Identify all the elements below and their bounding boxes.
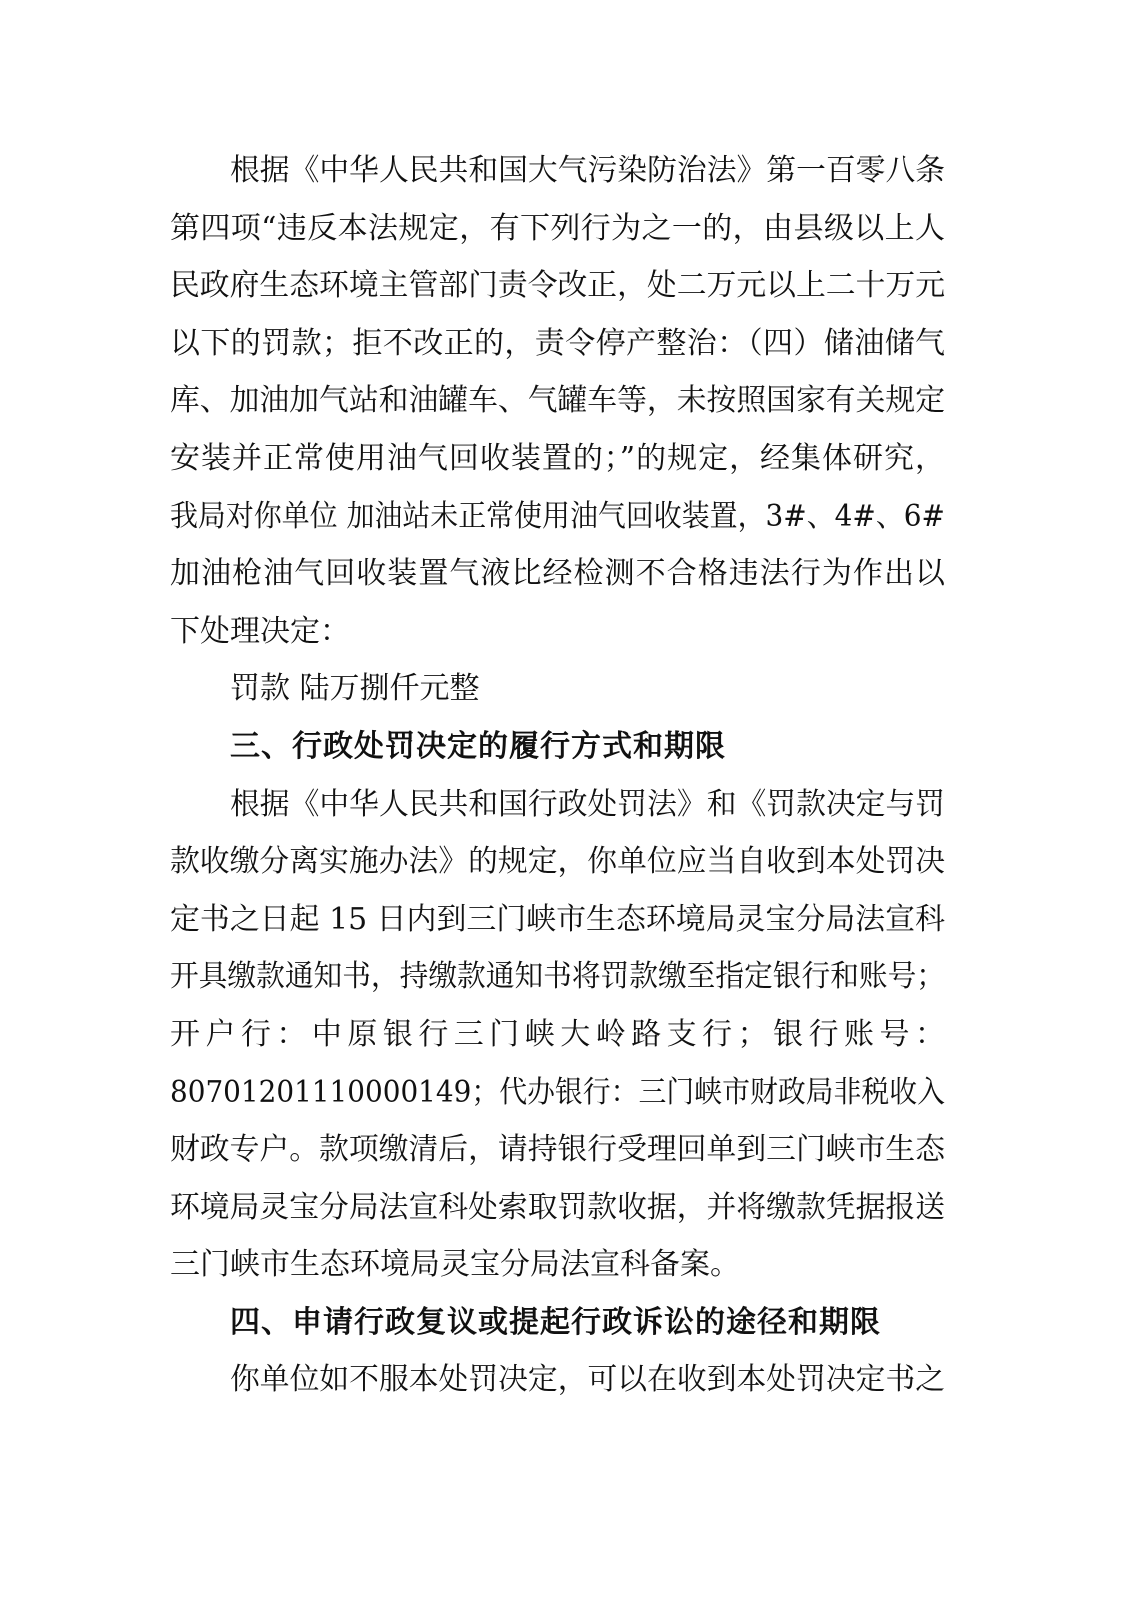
line-text: 下处理决定：: [170, 613, 350, 649]
section-heading-text: 三、行政处罚决定的履行方式和期限: [230, 728, 726, 764]
line-text: 80701201110000149；代办银行：三门峡市财政局非税收入: [170, 1074, 945, 1110]
text-line: [170, 315, 945, 373]
text-line: [170, 1121, 945, 1179]
paragraph-appeal: [170, 1351, 945, 1409]
line-text: 库、加油加气站和油罐车、气罐车等，未按照国家有关规定: [170, 383, 946, 419]
text-line: [170, 1236, 945, 1294]
paragraph-legal-basis: [170, 142, 945, 660]
text-line: [170, 1006, 951, 1064]
line-text: 开具缴款通知书，持缴款通知书将罚款缴至指定银行和账号；: [170, 959, 946, 995]
line-text: 我局对你单位 加油站未正常使用油气回收装置，3#、4#、6#: [170, 498, 945, 534]
line-text: 三门峡市生态环境局灵宝分局法宣科备案。: [170, 1247, 740, 1283]
text-line: [170, 948, 945, 1006]
line-text: 安装并正常使用油气回收装置的；”的规定，经集体研究，: [170, 440, 946, 476]
text-line: [170, 142, 945, 200]
fine-amount: [170, 660, 945, 718]
document-body: [170, 142, 951, 1409]
text-line: [170, 257, 945, 315]
section-heading-4: [170, 1294, 945, 1352]
text-line: [170, 488, 945, 546]
text-line: [170, 1351, 945, 1409]
text-line: [170, 1064, 945, 1122]
line-text: 根据《中华人民共和国大气污染防治法》第一百零八条: [230, 153, 946, 188]
text-line: [170, 200, 945, 258]
line-text: 第四项“违反本法规定，有下列行为之一的，由县级以上人: [170, 210, 946, 246]
fine-amount-text: 罚款 陆万捌仟元整: [230, 671, 480, 707]
line-text: 加油枪油气回收装置气液比经检测不合格违法行为作出以: [170, 556, 947, 592]
text-line: [170, 833, 945, 891]
line-text: 民政府生态环境主管部门责令改正，处二万元以上二十万元: [170, 268, 946, 304]
line-text: 环境局灵宝分局法宣科处索取罚款收据，并将缴款凭据报送: [170, 1189, 946, 1225]
line-text: 财政专户。款项缴清后，请持银行受理回单到三门峡市生态: [170, 1132, 946, 1168]
paragraph-payment: [170, 776, 951, 1294]
line-text: 开户行：中原银行三门峡大岭路支行；银行账号：: [170, 1016, 951, 1052]
line-text: 款收缴分离实施办法》的规定，你单位应当自收到本处罚决: [170, 844, 946, 880]
text-line: [170, 430, 945, 488]
line-text: 根据《中华人民共和国行政处罚法》和《罚款决定与罚: [230, 786, 946, 822]
text-line: [170, 603, 945, 661]
text-line: [170, 545, 945, 603]
line-text: 以下的罚款；拒不改正的，责令停产整治：（四）储油储气: [170, 325, 946, 361]
text-line: [170, 776, 945, 834]
text-line: [170, 372, 945, 430]
line-text: 你单位如不服本处罚决定，可以在收到本处罚决定书之: [230, 1362, 946, 1398]
text-line: [170, 1179, 945, 1237]
section-heading-text: 四、申请行政复议或提起行政诉讼的途径和期限: [230, 1304, 881, 1340]
section-heading-3: [170, 718, 945, 776]
line-text: 定书之日起 15 日内到三门峡市生态环境局灵宝分局法宣科: [170, 901, 945, 937]
text-line: [170, 891, 945, 949]
